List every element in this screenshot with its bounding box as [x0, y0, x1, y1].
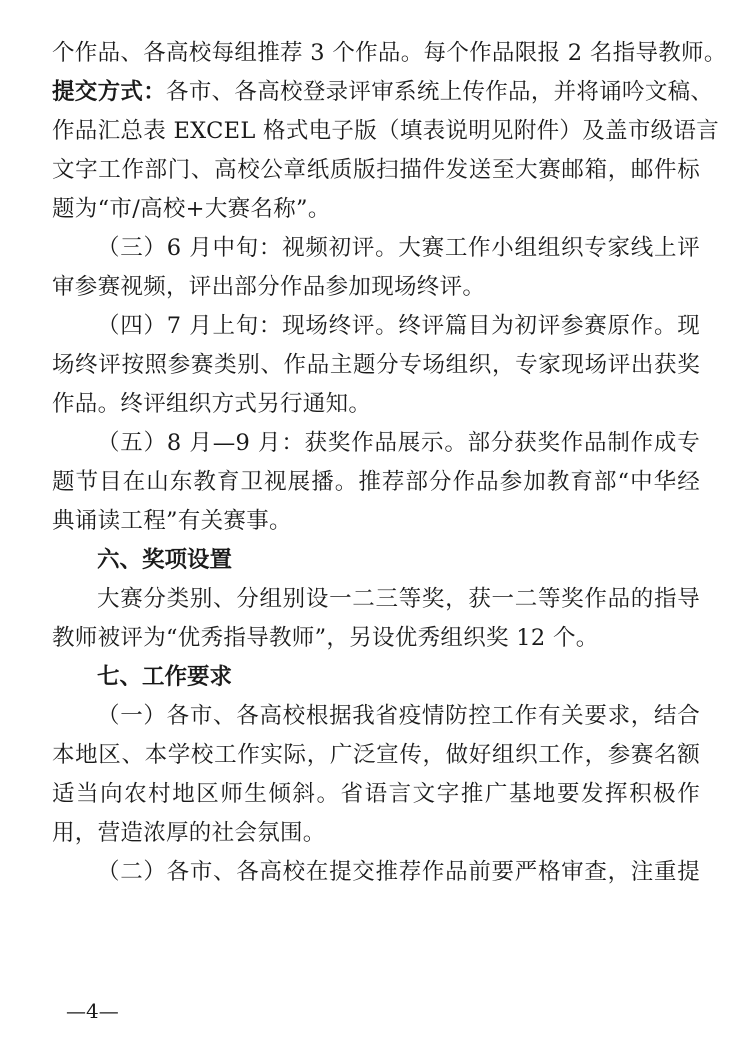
page-number: —4— [66, 999, 119, 1023]
submission-text: 各市、各高校登录评审系统上传作品，并将诵吟文稿、 [166, 79, 714, 105]
paragraph-line: 大赛分类别、分组别设一二三等奖，获一二等奖作品的指导 [97, 586, 700, 612]
document-page [52, 34, 727, 892]
paragraph-line: 题节目在山东教育卫视展播。推荐部分作品参加教育部“中华经 [52, 469, 700, 495]
paragraph-line: 用，营造浓厚的社会氛围。 [52, 820, 326, 846]
paragraph-line: 本地区、本学校工作实际，广泛宣传，做好组织工作，参赛名额 [52, 742, 700, 768]
paragraph-line-req-1: （一）各市、各高校根据我省疫情防控工作有关要求，结合 [97, 703, 700, 729]
paragraph-line-submission [52, 73, 714, 112]
paragraph-line-item-4: （四）7 月上旬：现场终评。终评篇目为初评参赛原作。现 [97, 313, 700, 339]
paragraph-line: 教师被评为“优秀指导教师”，另设优秀组织奖 12 个。 [52, 625, 599, 651]
paragraph-line: 审参赛视频，评出部分作品参加现场终评。 [52, 274, 486, 300]
paragraph-line: 典诵读工程”有关赛事。 [52, 508, 292, 534]
paragraph-line: 个作品、各高校每组推荐 3 个作品。每个作品限报 2 名指导教师。 [52, 40, 727, 66]
paragraph-line-item-3: （三）6 月中旬：视频初评。大赛工作小组组织专家线上评 [97, 235, 700, 261]
section-heading-requirements: 七、工作要求 [97, 664, 233, 690]
paragraph-line: 作品汇总表 EXCEL 格式电子版（填表说明见附件）及盖市级语言 [52, 118, 720, 144]
paragraph-line: 文字工作部门、高校公章纸质版扫描件发送至大赛邮箱，邮件标 [52, 157, 700, 183]
paragraph-line: 场终评按照参赛类别、作品主题分专场组织，专家现场评出获奖 [52, 352, 700, 378]
paragraph-line: 适当向农村地区师生倾斜。省语言文字推广基地要发挥积极作 [52, 781, 700, 807]
paragraph-line-item-5: （五）8 月—9 月：获奖作品展示。部分获奖作品制作成专 [97, 430, 700, 456]
paragraph-line-req-2: （二）各市、各高校在提交推荐作品前要严格审查，注重提 [97, 859, 700, 885]
section-heading-awards: 六、奖项设置 [97, 547, 233, 573]
submission-label: 提交方式： [52, 79, 167, 105]
paragraph-line: 题为“市/高校+大赛名称”。 [52, 196, 331, 222]
paragraph-line: 作品。终评组织方式另行通知。 [52, 391, 372, 417]
